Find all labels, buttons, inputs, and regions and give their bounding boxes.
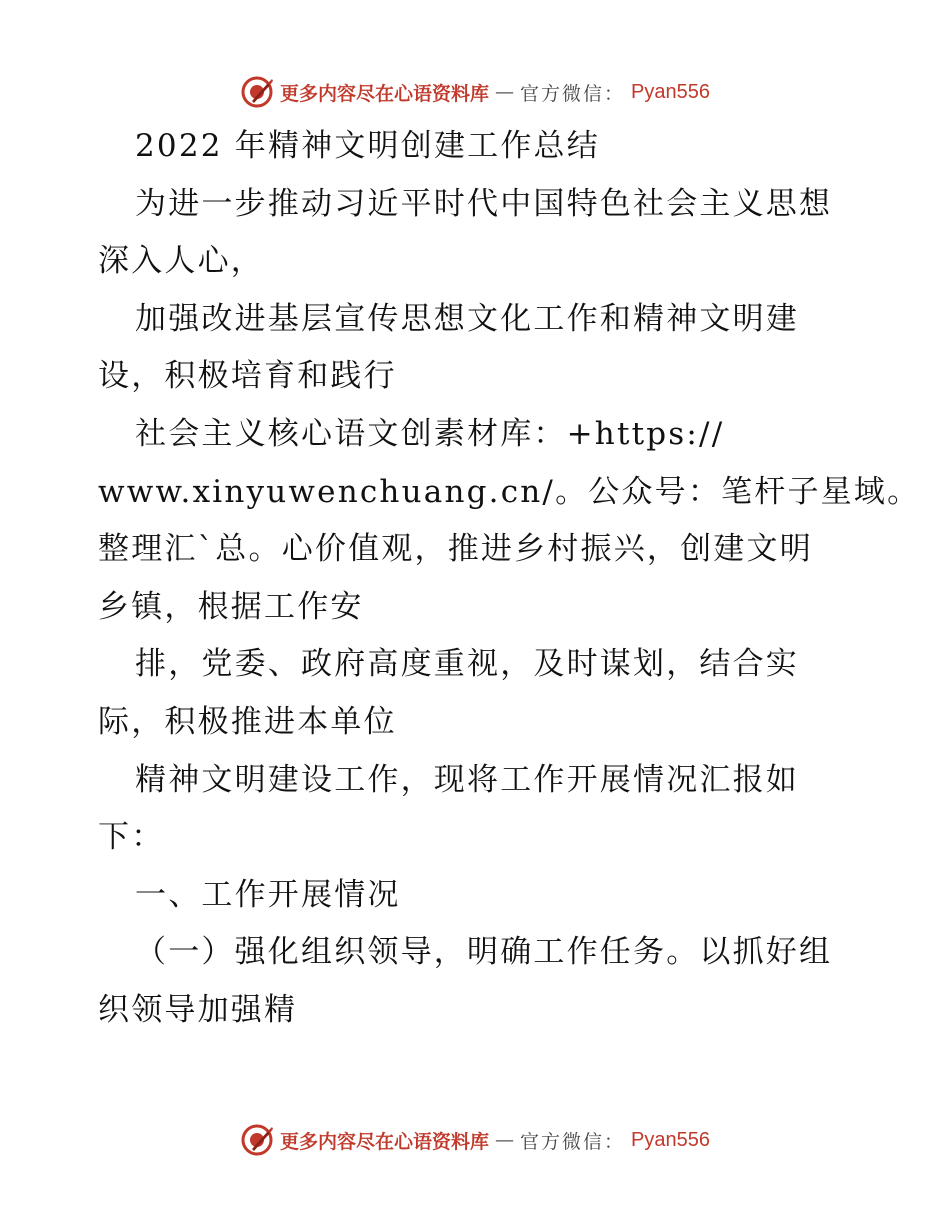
text-line: www.xinyuwenchuang.cn/。公众号：笔杆子星域。	[98, 473, 921, 510]
text-line: 际，积极推进本单位	[98, 703, 397, 740]
brand-logo-icon	[240, 75, 274, 109]
footer-wechat-label: 官方微信：	[520, 1130, 626, 1153]
header-brand-text: 更多内容尽在心语资料库	[280, 82, 490, 105]
text-line: 乡镇，根据工作安	[98, 588, 364, 625]
text-line: 排，党委、政府高度重视，及时谋划，结合实	[135, 646, 799, 683]
text-line: （一）强化组织领导，明确工作任务。以抓好组	[135, 934, 833, 971]
text-line: 精神文明建设工作，现将工作开展情况汇报如	[135, 761, 799, 798]
text-line: 2022 年精神文明创建工作总结	[135, 128, 600, 164]
text-line: 为进一步推动习近平时代中国特色社会主义思想	[135, 185, 833, 222]
text-line: 设，积极培育和践行	[98, 358, 397, 395]
header-wechat-label: 官方微信：	[520, 82, 626, 105]
footer-brand-text: 更多内容尽在心语资料库	[280, 1130, 490, 1153]
text-line: 一、工作开展情况	[135, 876, 401, 913]
header-wechat-id: Pyan556	[631, 80, 710, 103]
text-line: 织领导加强精	[98, 991, 298, 1028]
text-line: 加强改进基层宣传思想文化工作和精神文明建	[135, 300, 799, 337]
text-line: 深入人心，	[98, 243, 264, 280]
text-line: 下：	[98, 819, 165, 856]
text-line: 整理汇`总。心价值观，推进乡村振兴，创建文明	[98, 531, 813, 568]
footer-separator: —	[495, 1129, 515, 1151]
header-separator: —	[495, 81, 515, 103]
footer-banner	[0, 1120, 950, 1160]
text-line: 社会主义核心语文创素材库：+https://	[135, 415, 725, 452]
header-banner	[0, 72, 950, 112]
footer-wechat-id: Pyan556	[631, 1128, 710, 1151]
brand-logo-icon	[240, 1123, 274, 1157]
document-body	[98, 118, 921, 1040]
